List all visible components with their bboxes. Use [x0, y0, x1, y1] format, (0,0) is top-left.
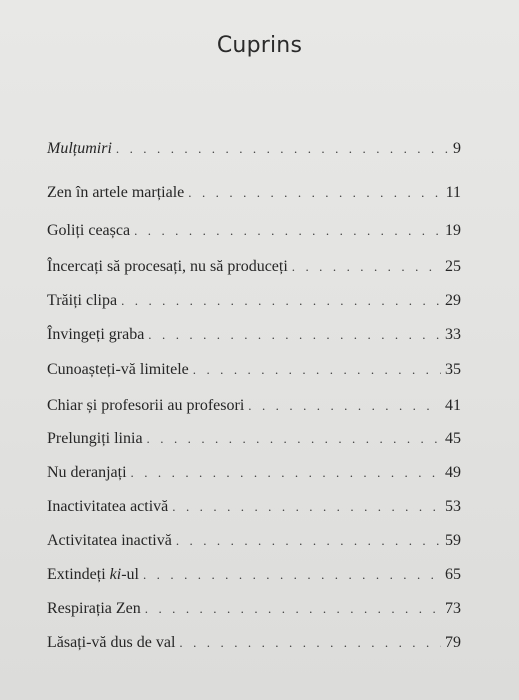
toc-page-number: 53 — [445, 498, 461, 515]
toc-entry-label-italic: Mulțumiri — [47, 140, 112, 157]
toc-entry — [47, 292, 461, 312]
toc-entry — [47, 566, 461, 586]
toc-entry — [47, 258, 461, 278]
toc-entry-label: Încercați să procesați, nu să produceți — [47, 258, 288, 275]
dot-leader — [248, 398, 441, 414]
toc-entry-label: Chiar și profesorii au profesori — [47, 397, 245, 414]
toc-page-number: 9 — [453, 140, 461, 157]
toc-entry-label: Respirația Zen — [47, 600, 141, 617]
dot-leader — [147, 431, 441, 447]
dot-leader — [188, 185, 441, 201]
toc-entry — [47, 184, 461, 204]
dot-leader — [148, 327, 441, 343]
dot-leader — [292, 259, 441, 275]
toc-page-number: 45 — [445, 430, 461, 447]
toc-page-number: 59 — [445, 532, 461, 549]
dot-leader — [134, 223, 441, 239]
toc-entry-label — [47, 140, 112, 158]
toc-page-number: 33 — [445, 326, 461, 343]
toc-entry — [47, 600, 461, 620]
toc-entry-label: Zen în artele marțiale — [47, 184, 185, 201]
toc-entry — [47, 361, 461, 381]
toc-page-number: 65 — [445, 566, 461, 583]
toc-entry-label-part: -ul — [121, 566, 139, 583]
toc-page-number: 11 — [445, 184, 461, 201]
page-title: Cuprins — [216, 33, 303, 58]
toc-entry — [47, 326, 461, 346]
toc-page-number: 35 — [445, 361, 461, 378]
toc-entry-label: Activitatea inactivă — [47, 532, 172, 549]
dot-leader — [131, 465, 441, 481]
toc-entry-label: Goliți ceașca — [47, 222, 131, 239]
dot-leader — [145, 601, 441, 617]
toc-entry-label — [47, 566, 139, 584]
toc-entry-label: Prelungiți linia — [47, 430, 143, 447]
dot-leader — [176, 533, 441, 549]
toc-entry-label: Trăiți clipa — [47, 292, 118, 309]
toc-page-number: 19 — [445, 222, 461, 239]
toc-entry — [47, 140, 461, 160]
toc-entry — [47, 498, 461, 518]
toc-entry — [47, 532, 461, 552]
dot-leader — [143, 567, 441, 583]
toc-entry-label-italic: ki — [109, 566, 122, 583]
toc-entry-label: Nu deranjați — [47, 464, 127, 481]
toc-entry — [47, 222, 461, 242]
toc-page-number: 49 — [445, 464, 461, 481]
toc-page-number: 29 — [445, 292, 461, 309]
toc-entry-label-part: Extindeți — [47, 566, 110, 583]
toc-page-number: 41 — [445, 397, 461, 414]
toc-entry — [47, 464, 461, 484]
dot-leader — [172, 499, 441, 515]
dot-leader — [179, 635, 441, 651]
toc-entry — [47, 430, 461, 450]
toc-entry-label: Inactivitatea activă — [47, 498, 169, 515]
toc-entry-label: Învingeți graba — [47, 326, 145, 343]
toc-entry — [47, 634, 461, 654]
toc-entry-label: Lăsați-vă dus de val — [47, 634, 176, 651]
dot-leader — [116, 141, 449, 157]
toc-page-number: 73 — [445, 600, 461, 617]
toc-page-number: 25 — [445, 258, 461, 275]
toc-entry — [47, 397, 461, 417]
dot-leader — [121, 293, 441, 309]
toc-entry-label: Cunoașteți-vă limitele — [47, 361, 189, 378]
dot-leader — [193, 362, 441, 378]
toc-page-number: 79 — [445, 634, 461, 651]
